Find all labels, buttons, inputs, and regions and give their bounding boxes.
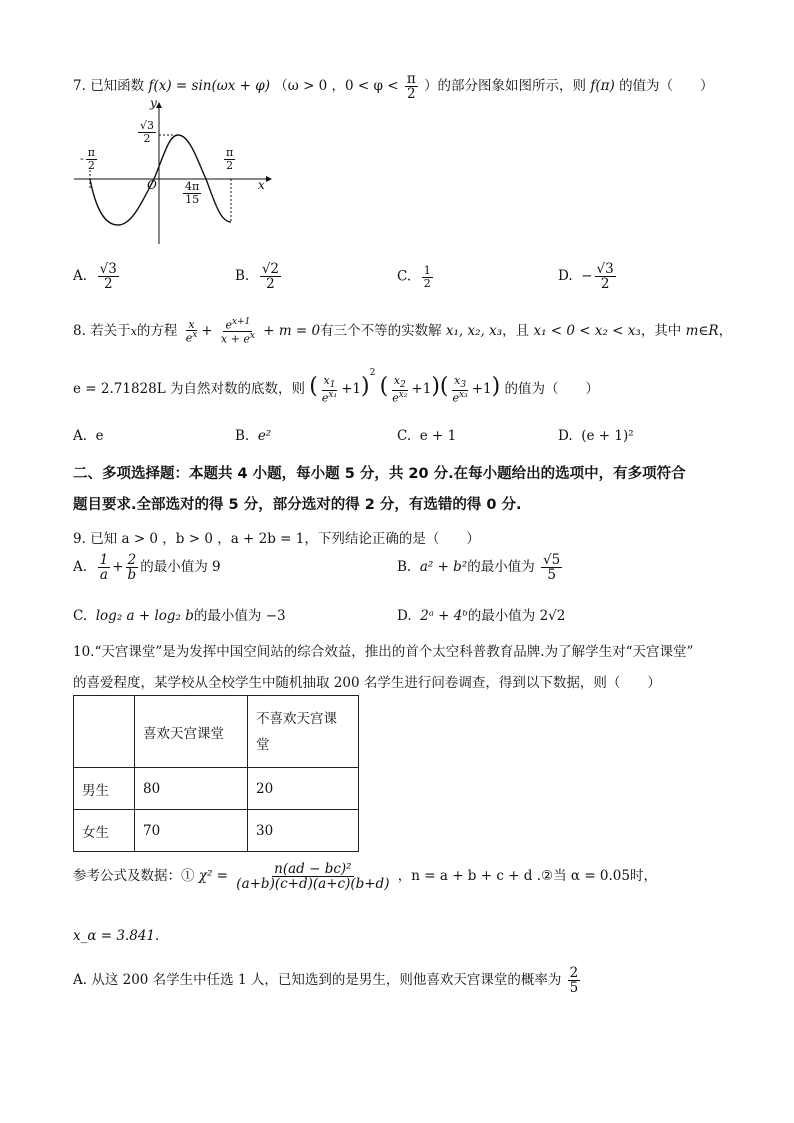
q8-stem-line2: e = 2.71828L 为自然对数的底数，则 ( $\frac{x_1}{e^{x_1}}$ +1)$^2$ ( $\frac{x_2}{e^{x_2}}$ +1)( $\frac{x_3}{e^{x_3}}$ +1) 的值为（ ） [73, 368, 599, 405]
q8-option-a[interactable]: A. e [73, 428, 104, 444]
table-cell-label: 女生 [74, 810, 135, 852]
graph-peak-label: $\frac{√3}{2}$ [140, 119, 155, 145]
graph-left-label: - $\frac{\pi}{2}$ [80, 146, 95, 172]
q9-option-d[interactable]: D. 2ᵃ + 4ᵇ的最小值为 2√2 [397, 608, 566, 624]
table-cell-label: 男生 [74, 768, 135, 810]
x-axis-arrow [266, 176, 272, 182]
q9-number: 9. [73, 531, 86, 547]
survey-table [73, 695, 359, 852]
q10-formula: 参考公式及数据：① χ² = $\frac{\text{n(ad − bc)²}}{(a+b)(c+d)(a+c)(b+d)}$ ，n = a + b + c + d .②当 α = 0.05时， [73, 861, 657, 893]
table-cell-like: 80 [135, 768, 248, 810]
table-row [74, 768, 359, 810]
graph-y-label: y [150, 96, 157, 110]
q7-option-d[interactable]: D. − $\frac{√3}{2}$ [558, 261, 614, 293]
table-header-dislike: 不喜欢天宫课堂 [248, 696, 359, 768]
table-cell-like: 70 [135, 810, 248, 852]
q7-cond-frac: $\frac{\pi}{2}$ [406, 71, 416, 103]
q9-option-b[interactable]: B. a² + b²的最小值为 $\frac{√5}{5}$ [397, 552, 561, 584]
graph-right-label: $\frac{\pi}{2}$ [226, 146, 234, 172]
table-header-row [74, 696, 359, 768]
q7-stem: 7. 已知函数 f(x) = sin(ωx + φ) （ω > 0 ，0 < φ < $\frac{\pi}{2}$ ）的部分图象如图所示，则 f(π) 的值为（ ） [73, 71, 714, 103]
section2-header-line1: 二、多项选择题：本题共 4 小题，每小题 5 分，共 20 分.在每小题给出的选项中，有多项符合 [73, 466, 686, 482]
sine-curve [90, 135, 231, 225]
q9-option-c[interactable]: C. log₂ a + log₂ b的最小值为 −3 [73, 608, 286, 624]
q8-stem-line1: 8. 若关于x的方程 $\frac{x}{e^x}$ + $\frac{e^{x+1}}{x + e^x}$ + m = 0有三个不等的实数解 x₁, x₂, x₃，且 x₁ < 0 < x₂ < x₃，其中 m∈R， [73, 317, 733, 346]
q7-number: 7. [73, 78, 86, 95]
q10-number: 10. [73, 644, 95, 660]
q10-x-alpha: x_α = 3.841. [73, 928, 160, 944]
q8-option-d[interactable]: D. (e + 1)² [558, 428, 634, 444]
q7-graph [70, 100, 280, 250]
q10-stem-line2: 的喜爱程度，某学校从全校学生中随机抽取 200 名学生进行问卷调查，得到以下数据，则（ ） [73, 675, 661, 691]
graph-x-label: x [258, 178, 265, 192]
table-cell-dislike: 30 [248, 810, 359, 852]
table-header-like: 喜欢天宫课堂 [135, 696, 248, 768]
table-cell-dislike: 20 [248, 768, 359, 810]
q8-number: 8. [73, 323, 86, 340]
table-row [74, 810, 359, 852]
q9-option-a[interactable]: A. $\frac{1}{a}$ + $\frac{2}{b}$ 的最小值为 9 [73, 552, 221, 584]
q8-option-b[interactable]: B. e² [235, 428, 272, 444]
q8-option-c[interactable]: C. e + 1 [397, 428, 457, 444]
q7-function: f(x) = sin(ωx + φ) [148, 78, 270, 95]
section2-header-line2: 题目要求.全部选对的得 5 分，部分选对的得 2 分，有选错的得 0 分. [73, 497, 522, 513]
graph-origin: O [147, 178, 157, 192]
q7-option-c[interactable]: C. $\frac{1}{2}$ [397, 264, 431, 290]
q10-option-a[interactable]: A. 从这 200 名学生中任选 1 人，已知选到的是男生，则他喜欢天宫课堂的概率为 $\frac{2}{5}$ [73, 965, 579, 997]
q7-option-b[interactable]: B. $\frac{√2}{2}$ [235, 261, 280, 293]
q10-stem-line1: 10.“天宫课堂”是为发挥中国空间站的综合效益，推出的首个太空科普教育品牌.为了解学生对“天宫课堂” [73, 644, 694, 660]
q9-stem: 9. 已知 a > 0 ，b > 0 ，a + 2b = 1，下列结论正确的是（ ） [73, 531, 480, 547]
q7-option-a[interactable]: A. $\frac{√3}{2}$ [73, 261, 117, 293]
table-header-blank [74, 696, 135, 768]
graph-zero-label: $\frac{4\pi}{15}$ [185, 180, 200, 206]
